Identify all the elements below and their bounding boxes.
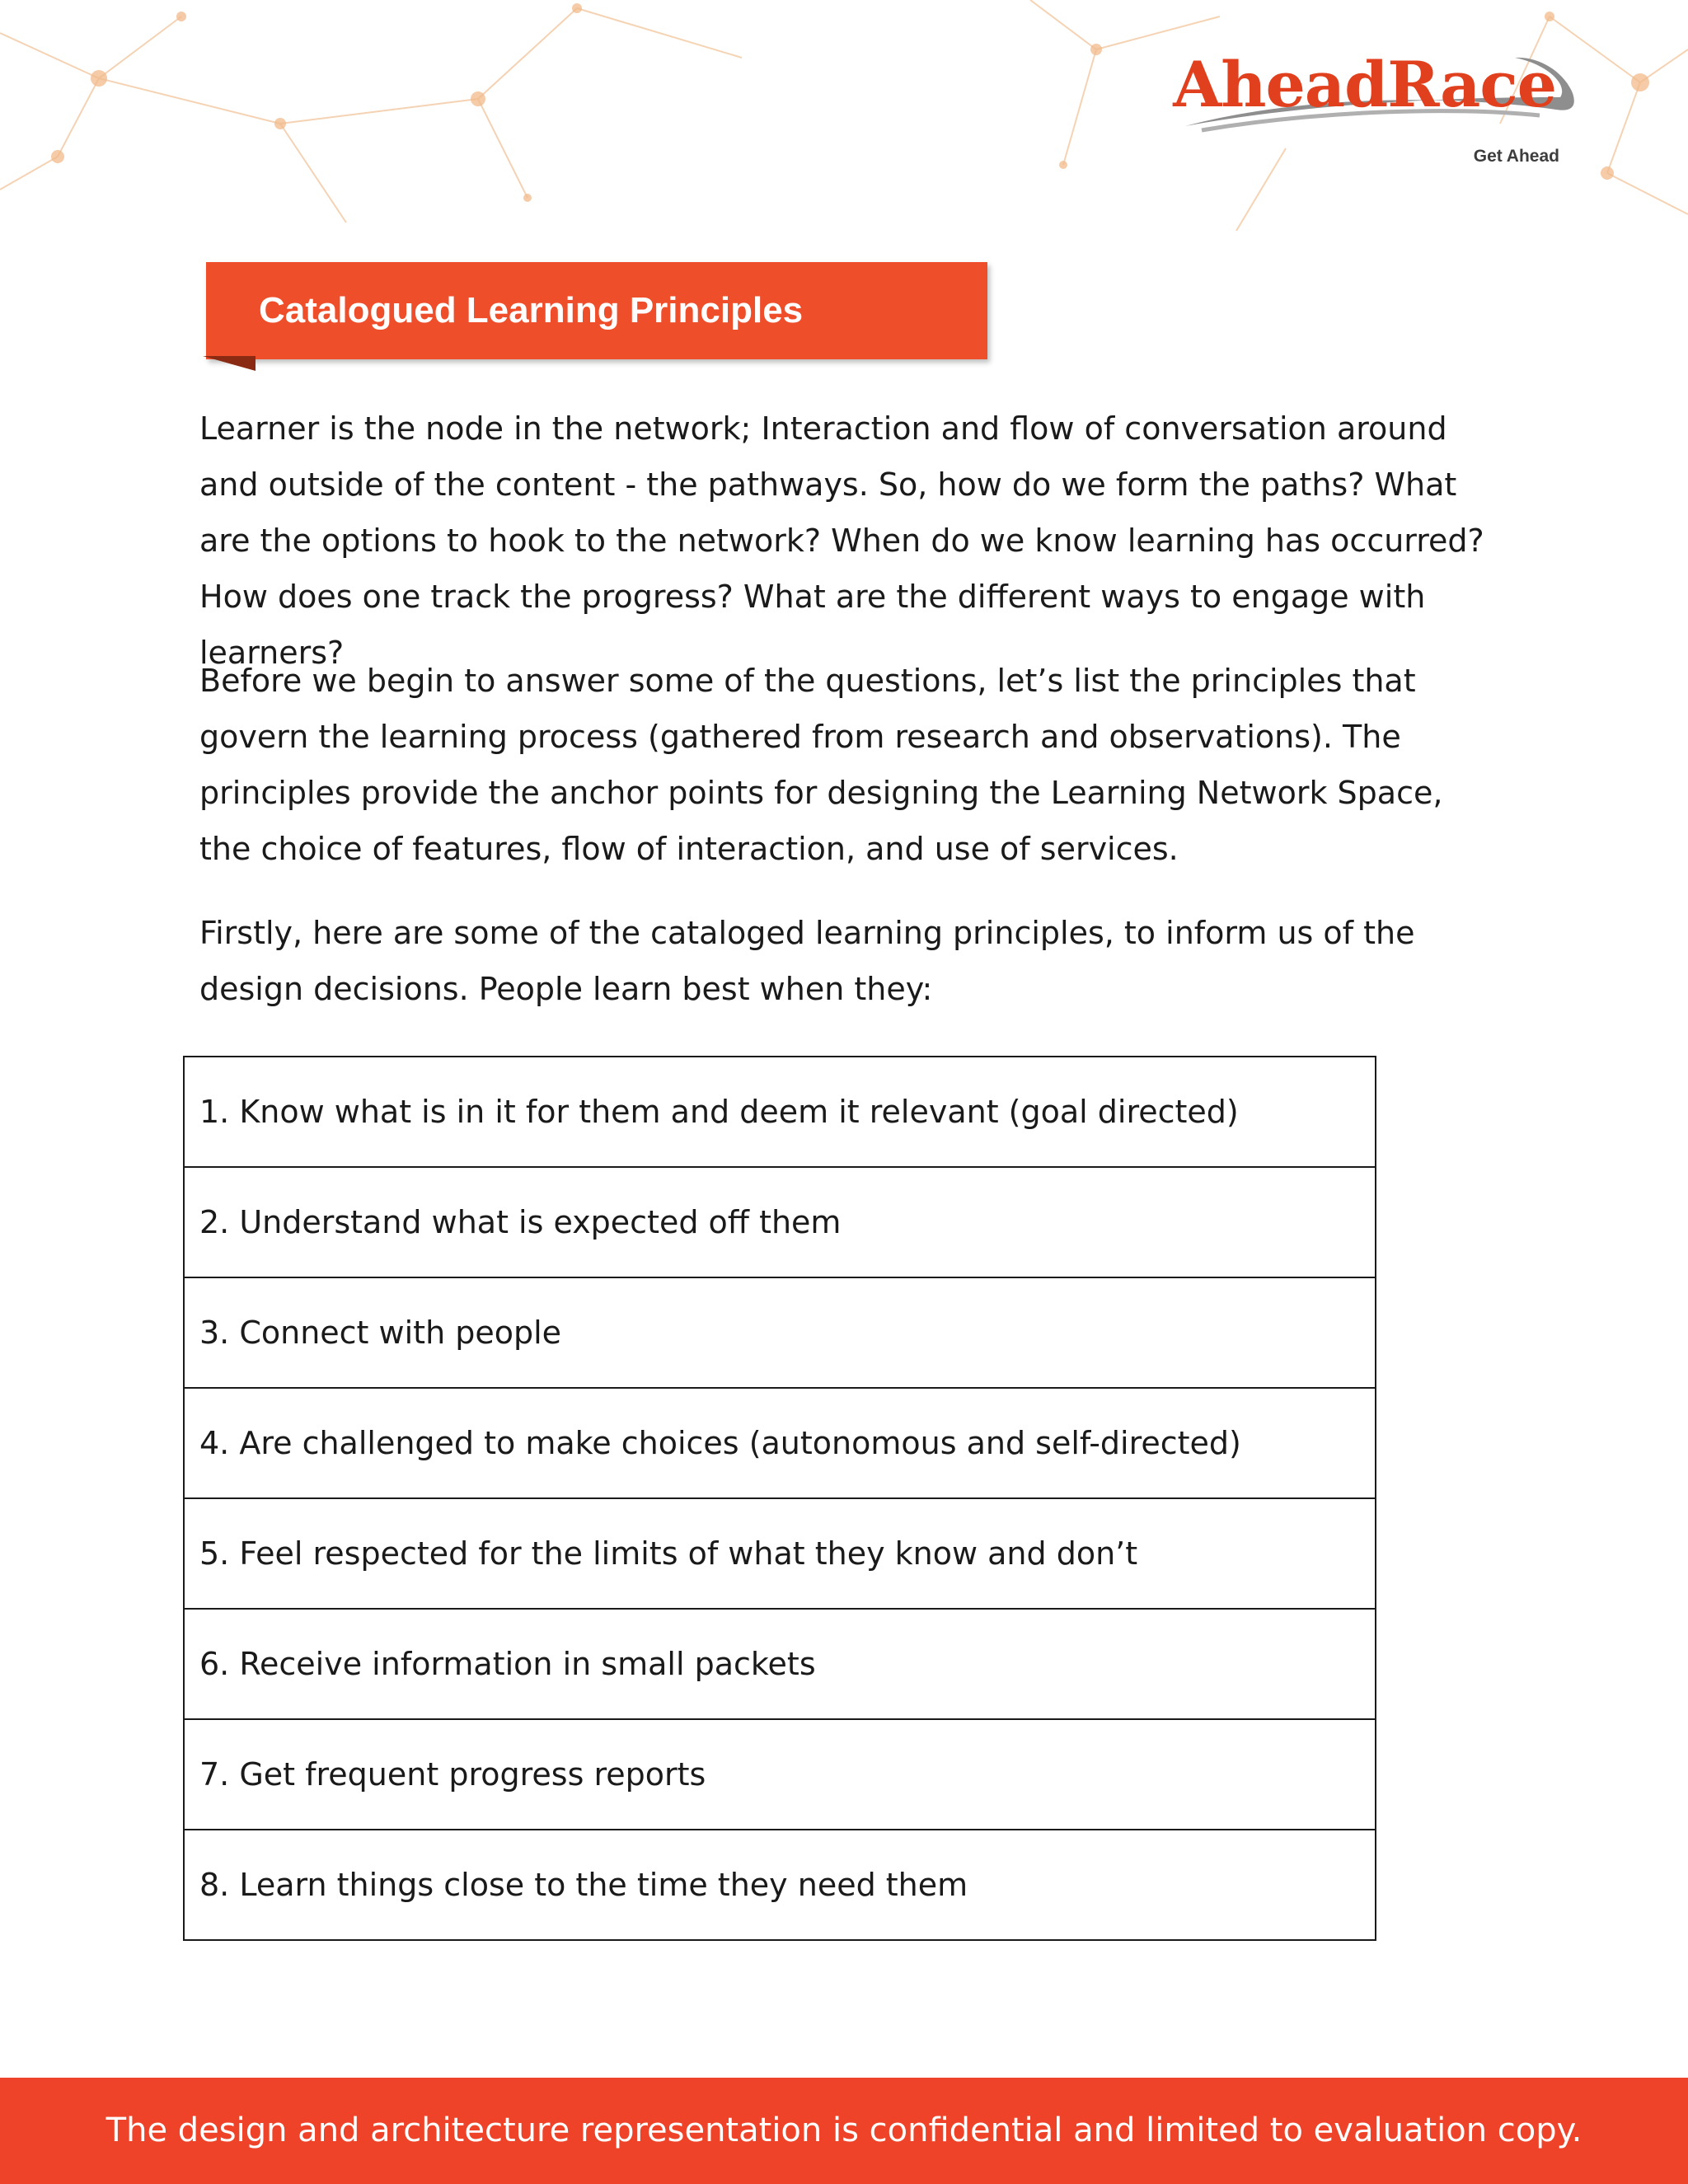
lead-in-paragraph: Firstly, here are some of the cataloged learning principles, to inform us of the design decisions. People learn best when they: [199,915,1415,1007]
banner-fold-decoration [203,356,256,371]
principle-cell: 4. Are challenged to make choices (autonomous and self-directed) [184,1388,1376,1498]
logo-wordmark: AheadRace [1173,48,1556,121]
principle-cell: 3. Connect with people [184,1277,1376,1388]
table-row [184,1167,1376,1277]
table-row [184,1830,1376,1940]
table-row [184,1609,1376,1719]
table-row [184,1719,1376,1830]
confidential-footer [0,2078,1688,2184]
logo-tagline: Get Ahead [1473,147,1559,166]
principles-paragraph: Before we begin to answer some of the questions, let’s list the principles that govern the learning process (gathered from research and observations). The principles provide the anchor points for designing the Learning Network Space, the choice of features, flow of interaction, and use of services. [199,663,1443,867]
principle-cell: 8. Learn things close to the time they need them [184,1830,1376,1940]
principles-table [183,1056,1376,1941]
table-row [184,1277,1376,1388]
principle-cell: 5. Feel respected for the limits of what they know and don’t [184,1498,1376,1609]
aheadrace-logo [1128,48,1589,171]
footer-text: The design and architecture representation is confidential and limited to evaluation copy. [106,2111,1582,2149]
intro-paragraph: Learner is the node in the network; Interaction and flow of conversation around and outside of the content - the pathways. So, how do we form the paths? What are the options to hook to the network? When do we know learning has occurred? How does one track the progress? What are the different ways to engage with learners? [199,410,1484,671]
table-row [184,1057,1376,1167]
section-title: Catalogued Learning Principles [259,290,804,330]
section-banner [206,262,987,359]
table-row [184,1388,1376,1498]
table-row [184,1498,1376,1609]
principle-cell: 7. Get frequent progress reports [184,1719,1376,1830]
principle-cell: 1. Know what is in it for them and deem it relevant (goal directed) [184,1057,1376,1167]
principle-cell: 6. Receive information in small packets [184,1609,1376,1719]
principle-cell: 2. Understand what is expected off them [184,1167,1376,1277]
